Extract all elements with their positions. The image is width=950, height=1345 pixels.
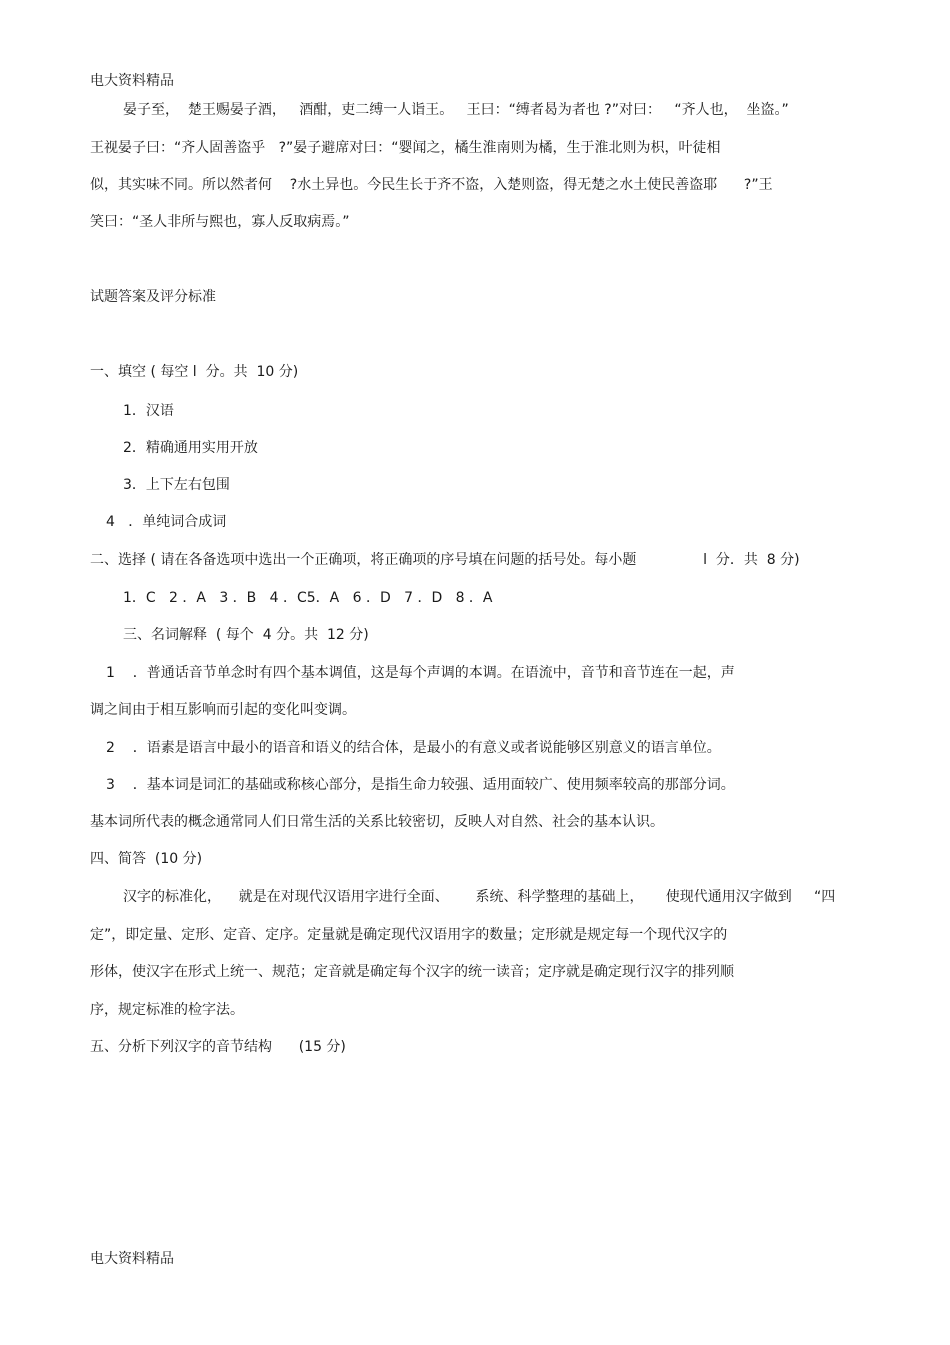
answer-title: 试题答案及评分标准 (90, 289, 216, 305)
section-3-heading: 三、名词解释 ( 每个 4 分。共 12 分) (123, 627, 369, 643)
section-1-item: 2．精确通用实用开放 (123, 440, 258, 456)
section-3-line: 2 ．语素是语言中最小的语音和语义的结合体，是最小的有意义或者说能够区别意义的语言单位。 (106, 740, 721, 756)
section-3-line: 3 ．基本词是词汇的基础或称核心部分，是指生命力较强、适用面较广、使用频率较高的那部分词。 (106, 777, 735, 793)
section-1-item: 4 ．单纯词合成词 (106, 514, 227, 530)
passage-line-1: 晏子至， 楚王赐晏子酒， 酒酣，吏二缚一人诣王。 王曰：“缚者曷为者也 ?”对曰： “齐人也， 坐盗。” (123, 102, 789, 118)
section-4-line: 形体，使汉字在形式上统一、规范；定音就是确定每个汉字的统一读音；定序就是确定现行汉字的排列顺 (90, 964, 734, 980)
page-footer: 电大资料精品 (90, 1251, 174, 1267)
section-4-line: 序，规定标准的检字法。 (90, 1002, 244, 1018)
section-1-heading: 一、填空 ( 每空 l 分。共 10 分) (90, 364, 299, 380)
passage-line-3: 似，其实味不同。所以然者何 ?水土异也。今民生长于齐不盗，入楚则盗，得无楚之水土使民善盗耶 ?”王 (90, 177, 773, 193)
section-1-item: 1．汉语 (123, 403, 174, 419)
passage-line-2: 王视晏子曰：“齐人固善盗乎 ?”晏子避席对曰：“婴闻之，橘生淮南则为橘，生于淮北则为枳，叶徒相 (90, 140, 721, 156)
section-4-line: 汉字的标准化， 就是在对现代汉语用字进行全面、 系统、科学整理的基础上， 使现代通用汉字做到 “四 (123, 889, 836, 905)
section-1-item: 3．上下左右包围 (123, 477, 230, 493)
section-4-line: 定”，即定量、定形、定音、定序。定量就是确定现代汉语用字的数量；定形就是规定每一个现代汉字的 (90, 927, 728, 943)
section-2-answers: 1．C 2 ．A 3 ．B 4 ．C5．A 6 ．D 7 ．D 8 ．A (123, 590, 493, 606)
section-4-heading: 四、简答 (10 分) (90, 851, 203, 867)
section-3-line: 调之间由于相互影响而引起的变化叫变调。 (90, 702, 356, 718)
section-3-line: 1 ．普通话音节单念时有四个基本调值，这是每个声调的本调。在语流中，音节和音节连在一起，声 (106, 665, 735, 681)
passage-line-4: 笑曰：“圣人非所与熙也，寡人反取病焉。” (90, 214, 350, 230)
section-5-heading: 五、分析下列汉字的音节结构 (15 分) (90, 1039, 346, 1055)
page-header: 电大资料精品 (90, 73, 174, 89)
section-3-line: 基本词所代表的概念通常同人们日常生活的关系比较密切，反映人对自然、社会的基本认识。 (90, 814, 664, 830)
section-2-heading: 二、选择 ( 请在各备选项中选出一个正确项，将正确项的序号填在问题的括号处。每小题 l 分．共 8 分) (90, 552, 800, 568)
